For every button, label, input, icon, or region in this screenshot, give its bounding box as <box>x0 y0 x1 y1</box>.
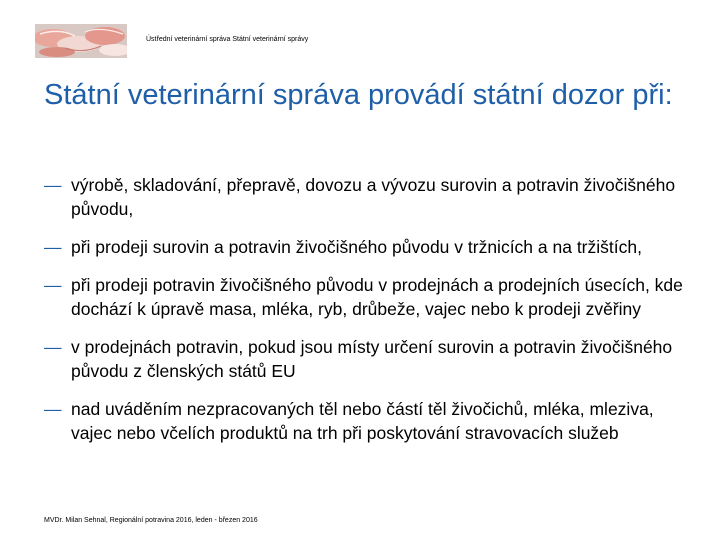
bullet-list <box>44 173 684 459</box>
bullet-item <box>44 273 684 321</box>
bullet-item <box>44 235 684 259</box>
bullet-text: nad uváděním nezpracovaných těl nebo částí těl živočichů, mléka, mleziva, vajec nebo včelích produktů na trh při poskytování stravovacích služeb <box>71 399 654 443</box>
bullet-dash: — <box>44 399 62 419</box>
bullet-dash: — <box>44 175 62 195</box>
footer-credit: MVDr. Milan Sehnal, Regionální potravina 2016, leden - březen 2016 <box>44 517 258 524</box>
bullet-item <box>44 397 684 445</box>
bullet-text: výrobě, skladování, přepravě, dovozu a vývozu surovin a potravin živočišného původu, <box>71 175 676 219</box>
bullet-dash: — <box>44 275 62 295</box>
bullet-text: při prodeji surovin a potravin živočišného původu v tržnicích a na tržištích, <box>71 237 642 257</box>
bullet-item <box>44 335 684 383</box>
bullet-dash: — <box>44 237 62 257</box>
bullet-text: v prodejnách potravin, pokud jsou místy určení surovin a potravin živočišného původu z členských států EU <box>71 337 673 381</box>
bullet-text: při prodeji potravin živočišného původu v prodejnách a prodejních úsecích, kde dochází k úpravě masa, mléka, ryb, drůbeže, vajec nebo k prodeji zvěřiny <box>71 275 683 319</box>
header-photo-fish-fillets <box>35 24 127 58</box>
bullet-item <box>44 173 684 221</box>
slide-title: Státní veterinární správa provádí státní dozor při: <box>44 79 673 111</box>
bullet-dash: — <box>44 337 62 357</box>
header-organization-text: Ústřední veterinární správa Státní veterinární správy <box>146 36 309 43</box>
